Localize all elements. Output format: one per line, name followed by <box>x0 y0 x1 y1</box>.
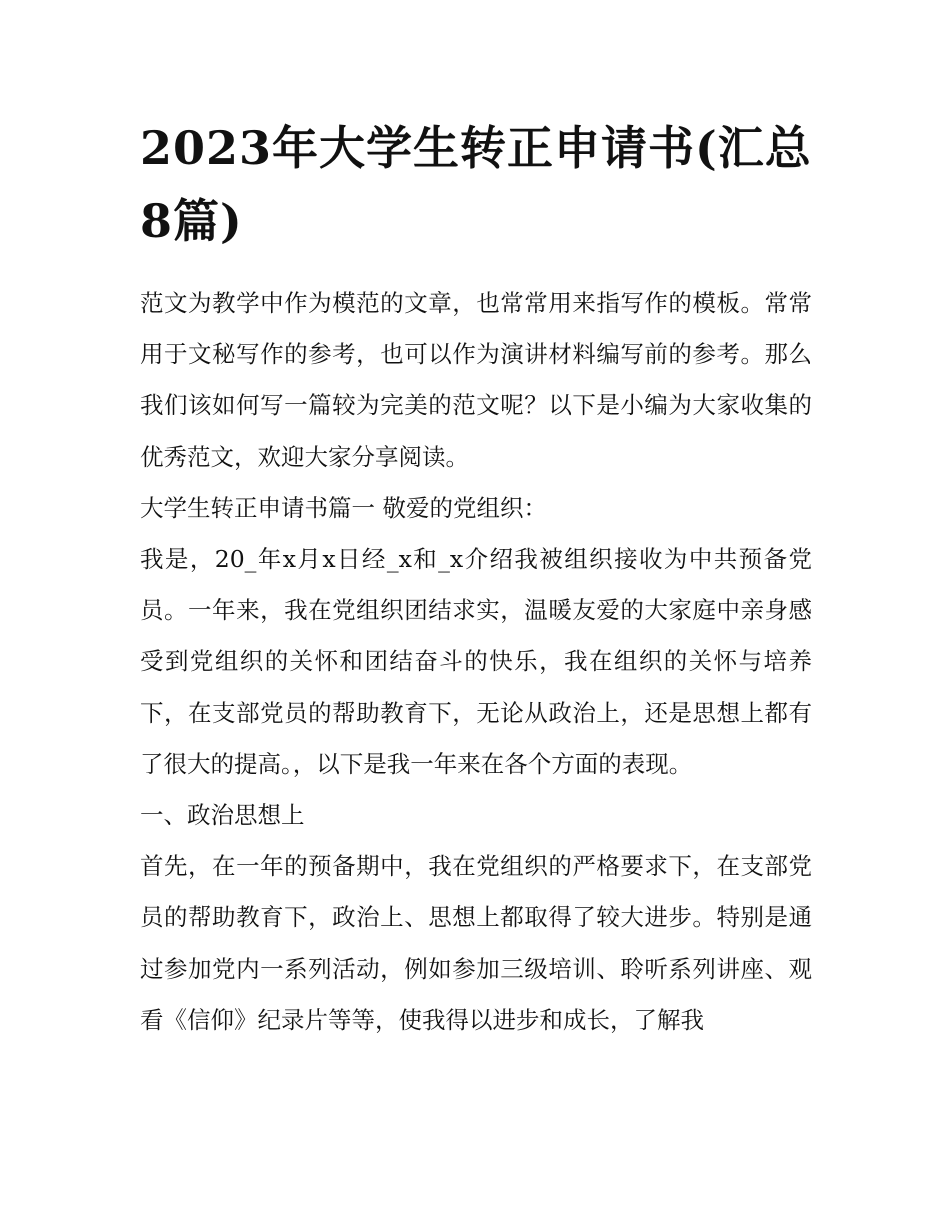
body-paragraph: 我是，20_年x月x日经_x和_x介绍我被组织接收为中共预备党员。一年来，我在党组织团结求实，温暖友爱的大家庭中亲身感受到党组织的关怀和团结奋斗的快乐，我在组织的关怀与培养下，在支部党员的帮助教育下，无论从政治上，还是思想上都有了很大的提高。，以下是我一年来在各个方面的表现。 <box>140 545 812 778</box>
intro-paragraph: 范文为教学中作为模范的文章，也常常用来指写作的模板。常常用于文秘写作的参考，也可以作为演讲材料编写前的参考。那么我们该如何写一篇较为完美的范文呢？以下是小编为大家收集的优秀范文，欢迎大家分享阅读。 <box>140 289 812 471</box>
document-body <box>140 278 812 1046</box>
body-paragraph: 首先，在一年的预备期中，我在党组织的严格要求下，在支部党员的帮助教育下，政治上、思想上都取得了较大进步。特别是通过参加党内一系列活动，例如参加三级培训、聆听系列讲座、观看《信仰》纪录片等等，使我得以进步和成长，了解我 <box>140 852 812 1034</box>
section-heading-political: 一、政治思想上 <box>140 801 305 830</box>
document-page <box>140 112 812 1046</box>
document-title: 2023年大学生转正申请书(汇总8篇) <box>140 121 812 248</box>
section-heading-salutation: 大学生转正申请书篇一 敬爱的党组织： <box>140 493 547 522</box>
